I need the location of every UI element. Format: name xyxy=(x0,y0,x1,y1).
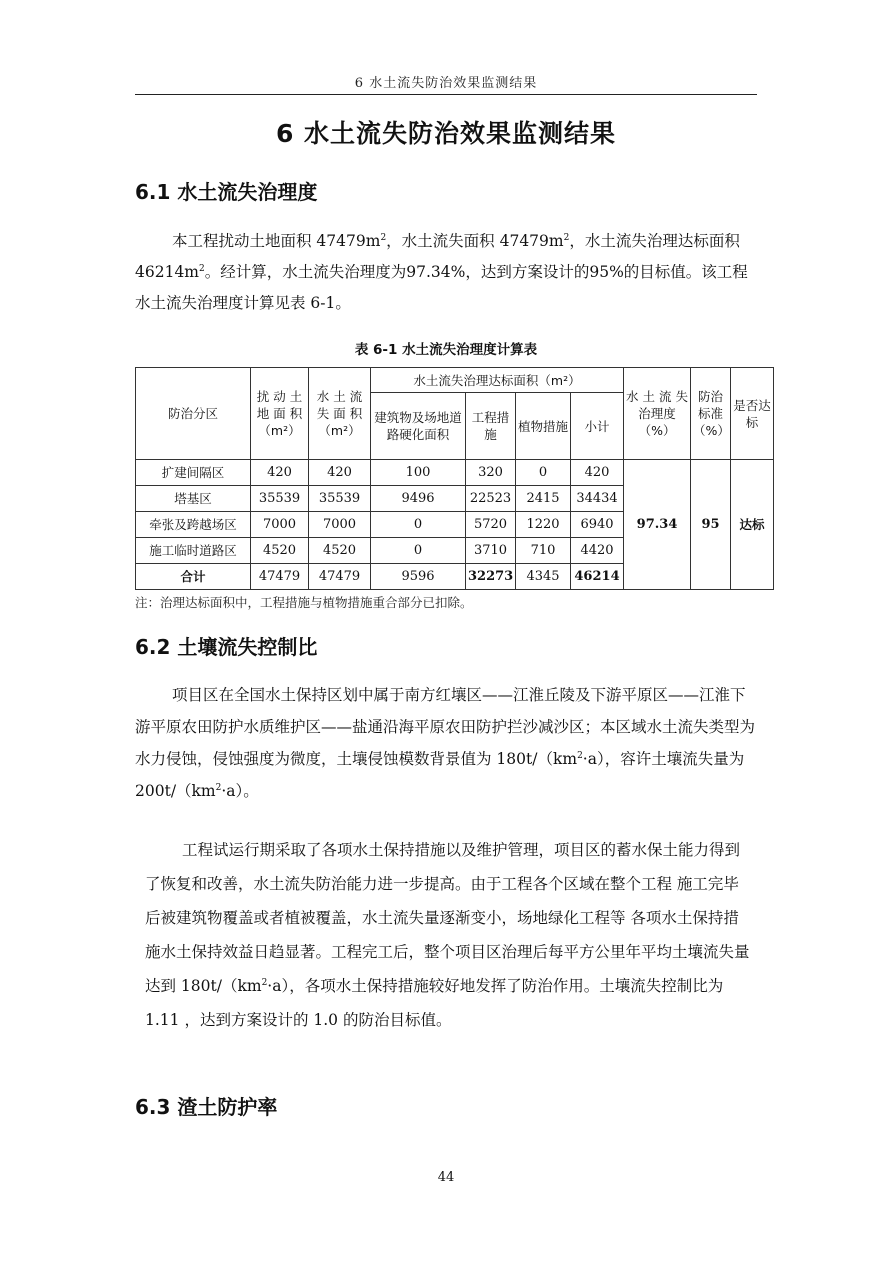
section-heading-6-1: 6.1 水土流失治理度 xyxy=(135,180,318,204)
cell-subtotal: 34434 xyxy=(571,486,624,512)
cell-total-loss: 47479 xyxy=(309,564,371,590)
cell-subtotal: 6940 xyxy=(571,512,624,538)
cell-zone: 施工临时道路区 xyxy=(136,538,251,564)
cell-vegetation: 710 xyxy=(516,538,571,564)
cell-zone: 塔基区 xyxy=(136,486,251,512)
chapter-title: 6 水土流失防治效果监测结果 xyxy=(275,119,617,148)
cell-zone: 扩建间隔区 xyxy=(136,460,251,486)
cell-total-subtotal: 46214 xyxy=(571,564,624,590)
cell-disturbed: 7000 xyxy=(251,512,309,538)
cell-engineering: 5720 xyxy=(466,512,516,538)
table-row xyxy=(136,460,774,486)
treatment-degree-table xyxy=(135,367,774,590)
header-engineering: 工程措施 xyxy=(466,393,516,460)
cell-treatment-degree: 97.34 xyxy=(624,460,691,590)
cell-loss: 35539 xyxy=(309,486,371,512)
header-compliance: 是否达标 xyxy=(731,368,774,460)
cell-loss: 4520 xyxy=(309,538,371,564)
header-standard: 防治标准（%） xyxy=(691,368,731,460)
header-subtotal: 小计 xyxy=(571,393,624,460)
header-treated-area-group: 水土流失治理达标面积（m²） xyxy=(371,368,624,393)
cell-building: 100 xyxy=(371,460,466,486)
table-note: 注：治理达标面积中，工程措施与植物措施重合部分已扣除。 xyxy=(135,595,473,610)
cell-vegetation: 1220 xyxy=(516,512,571,538)
table-caption: 表 6-1 水土流失治理度计算表 xyxy=(354,342,538,358)
cell-total-disturbed: 47479 xyxy=(251,564,309,590)
cell-total-engineering: 32273 xyxy=(466,564,516,590)
running-header: 6 水土流失防治效果监测结果 xyxy=(354,76,538,91)
cell-total-label: 合计 xyxy=(136,564,251,590)
cell-engineering: 22523 xyxy=(466,486,516,512)
cell-zone: 牵张及跨越场区 xyxy=(136,512,251,538)
cell-building: 0 xyxy=(371,538,466,564)
cell-subtotal: 420 xyxy=(571,460,624,486)
cell-vegetation: 0 xyxy=(516,460,571,486)
header-building-road: 建筑物及场地道路硬化面积 xyxy=(371,393,466,460)
cell-engineering: 3710 xyxy=(466,538,516,564)
cell-disturbed: 35539 xyxy=(251,486,309,512)
cell-engineering: 320 xyxy=(466,460,516,486)
cell-compliance: 达标 xyxy=(731,460,774,590)
section-heading-6-3: 6.3 渣土防护率 xyxy=(135,1095,278,1119)
cell-loss: 420 xyxy=(309,460,371,486)
header-vegetation: 植物措施 xyxy=(516,393,571,460)
cell-vegetation: 2415 xyxy=(516,486,571,512)
cell-total-vegetation: 4345 xyxy=(516,564,571,590)
cell-building: 0 xyxy=(371,512,466,538)
header-divider xyxy=(135,94,757,95)
cell-total-building: 9596 xyxy=(371,564,466,590)
section-heading-6-2: 6.2 土壤流失控制比 xyxy=(135,635,318,659)
cell-disturbed: 420 xyxy=(251,460,309,486)
cell-disturbed: 4520 xyxy=(251,538,309,564)
paragraph-region-background: 项目区在全国水土保持区划中属于南方红壤区——江淮丘陵及下游平原区——江淮下游平原农田防护水质维护区——盐通沿海平原农田防护拦沙减沙区；本区域水土流失类型为水力侵蚀，侵蚀强度为微度，土壤侵蚀模数背景值为 $180t/(km^2\cdot a)$，容许土壤流失量为 $200t/(km^2\cdot a)$。 xyxy=(135,686,756,800)
page-number: 44 xyxy=(437,1170,455,1185)
cell-building: 9496 xyxy=(371,486,466,512)
header-disturbed-area: 扰 动 土 地 面 积（m²） xyxy=(251,368,309,460)
header-zone: 防治分区 xyxy=(136,368,251,460)
header-loss-area: 水 土 流 失 面 积（m²） xyxy=(309,368,371,460)
cell-loss: 7000 xyxy=(309,512,371,538)
cell-standard: 95 xyxy=(691,460,731,590)
paragraph-control-ratio: 工程试运行期采取了各项水土保持措施以及维护管理，项目区的蓄水保土能力得到了恢复和改善，水土流失防治能力进一步提高。由于工程各个区域在整个工程 施工完毕后被建筑物覆盖或者植被覆盖，水土流失量逐渐变小，场地绿化工程等 各项水土保持措施水土保持效益日趋显著。工程完工后，整个项目区治理后每平方公里年平均土壤流失量达到 $180t/(km^2\cdot a)$，各项水土保持措施较好地发挥了防治作用。土壤流失控制比为 1.11 ，达到方案设计的 1.0 的防治目标值。 xyxy=(145,841,750,1029)
header-treatment-degree: 水 土 流 失治理度（%） xyxy=(624,368,691,460)
cell-subtotal: 4420 xyxy=(571,538,624,564)
paragraph-treatment-degree: 本工程扰动土地面积 $47479m^2$，水土流失面积 $47479m^2$，水土流失治理达标面积 $46214m^2$。经计算，水土流失治理度为97.34%，达到方案设计的95%的目标值。该工程水土流失治理度计算见表 6-1。 xyxy=(135,232,748,312)
